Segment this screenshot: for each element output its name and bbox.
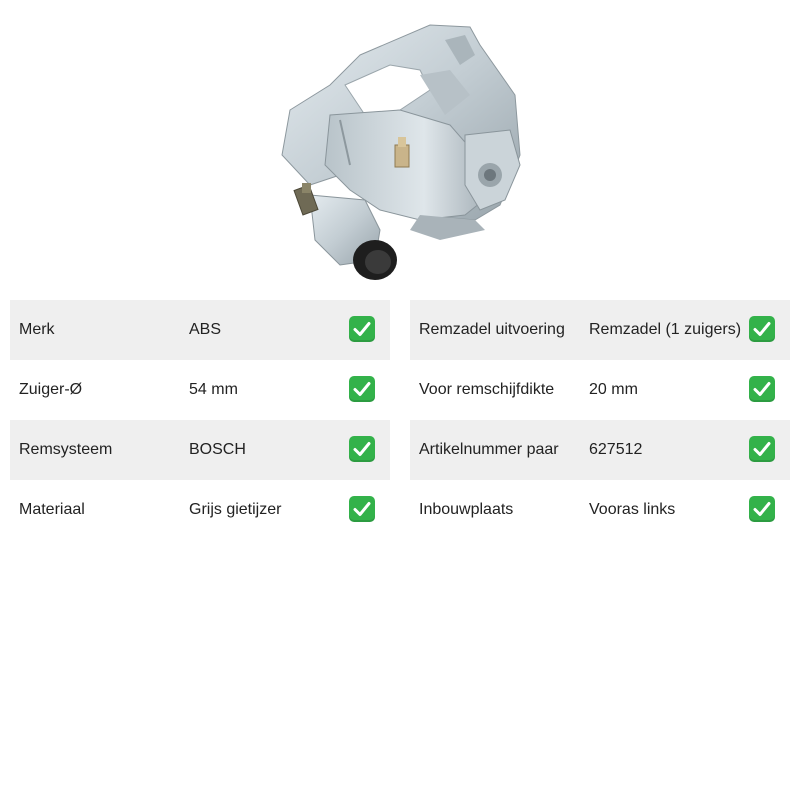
check-mark-icon [349,376,375,402]
spec-label: Voor remschijfdikte [419,381,555,398]
spec-value: ABS [189,321,222,338]
spec-table-left [10,300,390,540]
spec-row [410,420,790,480]
spec-value: 20 mm [589,381,638,398]
brake-caliper-image [270,15,532,285]
spec-row [410,480,790,540]
spec-row [410,300,790,360]
check-mark-icon [749,436,775,462]
spec-row [10,420,390,480]
check-mark-icon [749,316,775,342]
spec-row [410,360,790,420]
check-mark-icon [749,496,775,522]
spec-value: 54 mm [189,381,238,398]
check-mark-icon [349,316,375,342]
spec-row [10,300,390,360]
spec-label: Materiaal [19,501,85,518]
spec-label: Merk [19,321,55,338]
spec-value: 627512 [589,441,643,458]
spec-row [10,360,390,420]
spec-table-right [410,300,790,540]
spec-label: Remsysteem [19,441,113,458]
spec-label: Artikelnummer paar [419,441,559,458]
spec-label: Remzadel uitvoering [419,321,565,338]
check-mark-icon [749,376,775,402]
spec-row [10,480,390,540]
spec-value: Grijs gietijzer [189,501,282,518]
spec-label: Inbouwplaats [419,501,514,518]
check-mark-icon [349,496,375,522]
spec-value: Remzadel (1 zuigers) [589,321,742,338]
spec-value: Vooras links [589,501,676,518]
spec-value: BOSCH [189,441,246,458]
check-mark-icon [349,436,375,462]
spec-label: Zuiger-Ø [19,381,83,398]
